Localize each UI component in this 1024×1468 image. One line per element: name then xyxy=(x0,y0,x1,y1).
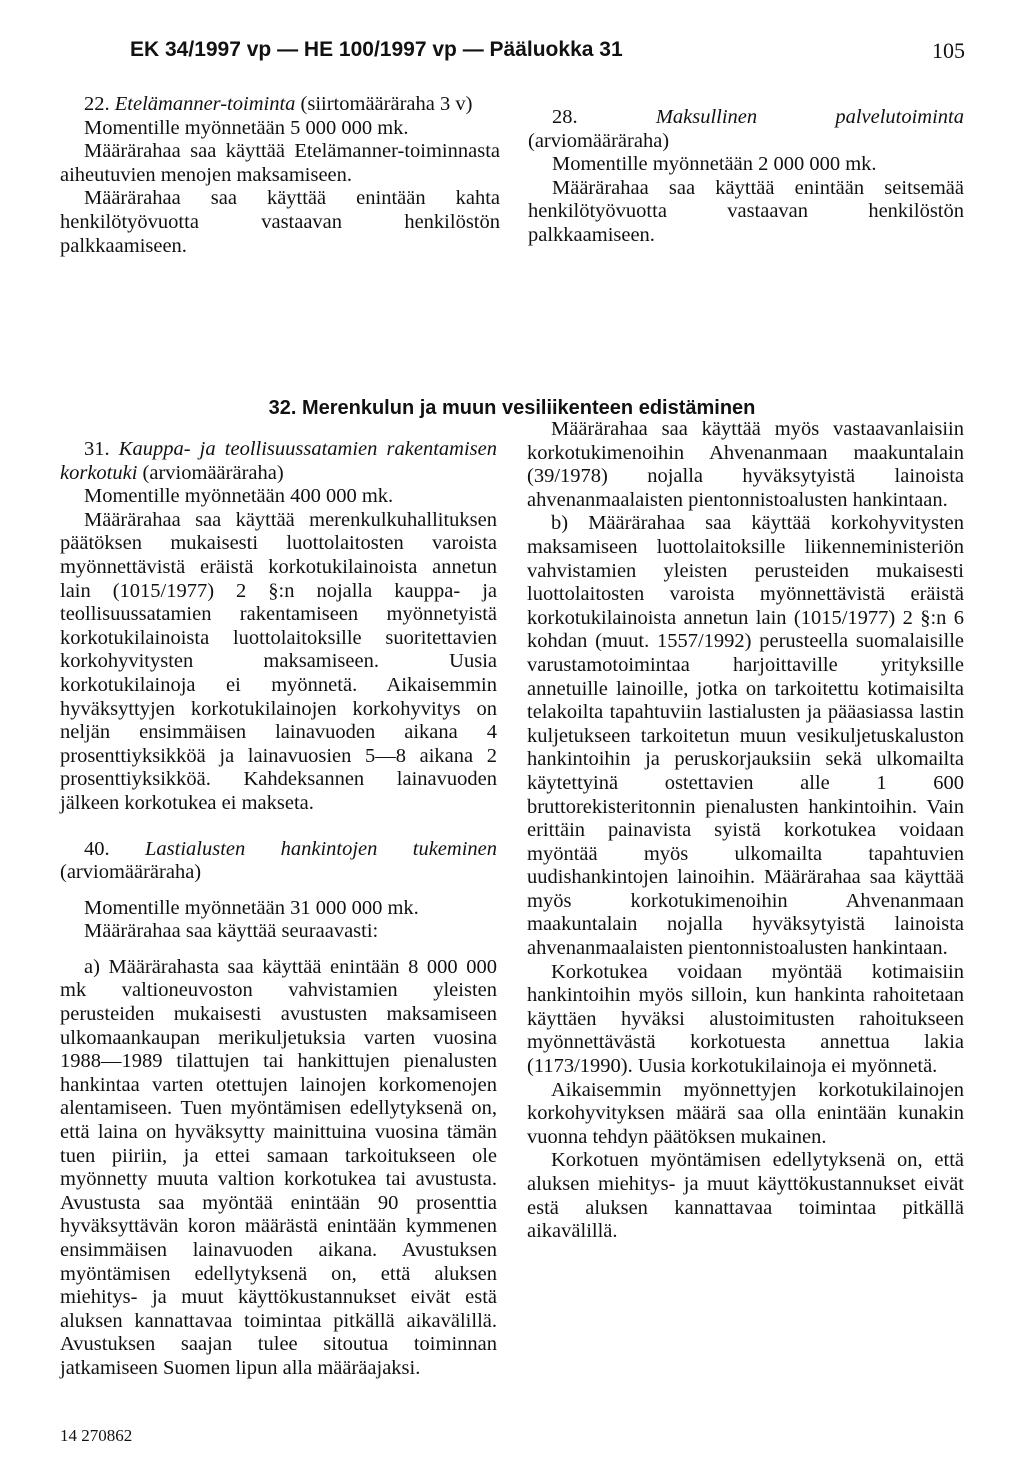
item-31-appropriation: Momentille myönnetään 400 000 mk. xyxy=(84,485,394,508)
print-code: 14 270862 xyxy=(60,1426,133,1445)
right-column xyxy=(527,418,964,1244)
header-title: EK 34/1997 vp — HE 100/1997 vp — Pääluokka 31 xyxy=(130,38,623,61)
item-40-text-domestic: Korkotukea voidaan myöntää kotimaisiin hankintoihin myös silloin, kun hankinta rahoitetaan käyttäen hyväksi alustoimitusten rahoitukseen myönnettävästä korkotuesta annettua lakia (1173/1990). Uusia korkotukilainoja ei myönnetä. xyxy=(527,960,964,1078)
item-31-type: (arviomääräraha) xyxy=(142,461,284,484)
item-40-text-earlier-loans: Aikaisemmin myönnettyjen korkotukilainojen korkohyvityksen määrä saa olla enintään kunakin vuonna tehdyn päätöksen mukainen. xyxy=(527,1078,964,1148)
item-40-number: 40. xyxy=(84,837,110,860)
running-header xyxy=(130,38,965,68)
item-22-title: Etelämanner-toiminta xyxy=(114,93,296,115)
item-28-text-1: Määrärahaa saa käyttää enintään seitsemää henkilötyövuotta vastaavan henkilöstön palkkaamiseen. xyxy=(528,176,964,246)
item-28-title: Maksullinen palvelutoiminta xyxy=(655,106,965,128)
item-28 xyxy=(528,106,964,248)
item-40-heading xyxy=(60,838,497,885)
item-40-usage-intro: Määrärahaa saa käyttää seuraavasti: xyxy=(84,920,379,943)
item-40-appropriation: Momentille myönnetään 31 000 000 mk. xyxy=(84,896,419,919)
item-22-number: 22. xyxy=(84,93,110,115)
item-40-clause-a: a) Määrärahasta saa käyttää enintään 8 000 000 mk valtioneuvoston vahvistamien yleisten perusteiden mukaisesti avustusten maksamiseen ulkomaankaupan merikuljetuksia varten vuosina 1988—1989 tilattujen tai hankittujen pienalusten hankintaa varten otettujen lainojen korkomenojen alentamiseen. Tuen myöntämisen edellytyksenä on, että laina on hyväksytty mainittuina vuosina tämän tuen piiriin, ja ettei samaan tarkoitukseen ole myönnetty muuta valtion korkotukea tai avustusta. Avustusta saa myöntää enintään 90 prosenttia hyväksyttävän koron määrästä enintään kymmenen ensimmäisen lainavuoden aikana. Avustuksen myöntämisen edellytyksenä on, että aluksen miehitys- ja muut käyttökustannukset eivät estä aluksen kannattavaa toimintaa pitkällä aikavälillä. Avustuksen saajan tulee sitoutua toiminnan jatkamiseen Suomen lipun alla määräajaksi. xyxy=(60,955,497,1379)
item-22-heading xyxy=(60,93,500,117)
item-31-title: Kauppa- ja teollisuussatamien rakentamisen korkotuki xyxy=(60,438,497,484)
item-22-text-2: Määrärahaa saa käyttää enintään kahta henkilötyövuotta vastaavan henkilöstön palkkaamiseen. xyxy=(60,187,500,257)
page-number: 105 xyxy=(932,38,965,63)
item-28-heading xyxy=(528,106,964,153)
section-32-heading: 32. Merenkulun ja muun vesiliikenteen edistäminen xyxy=(268,397,756,419)
item-22-type: (siirtomääräraha 3 v) xyxy=(300,93,473,115)
item-22-appropriation: Momentille myönnetään 5 000 000 mk. xyxy=(84,116,409,139)
item-28-appropriation: Momentille myönnetään 2 000 000 mk. xyxy=(552,153,877,176)
item-28-type: (arviomääräraha) xyxy=(528,129,670,152)
left-column xyxy=(60,438,497,1381)
item-40-clause-b: b) Määrärahaa saa käyttää korkohyvitysten maksamiseen luottolaitoksille liikenneministeriön vahvistamien yleisten perusteiden mukaisesti luottolaitosten varoista myönnettävistä eräistä korkotukilainoista annetun lain (1015/1977) 2 §:n 6 kohdan (muut. 1557/1992) perusteella suomalaisille varustamotoimintaa harjoittaville yrityksille annetuille lainoille, jotka on tarkoitettu kotimaisilta telakoilta tapahtuviin lastialusten ja pääasiassa lastin kuljetukseen tarkoitetun muun vesikuljetuskaluston hankintoihin ja peruskorjauksiin sekä ulkomailta käytettyinä ostettavien alle 1 600 bruttorekisteritonnin pienalusten hankintoihin. Vain erittäin painavista syistä korkotukea voidaan myöntää myös ulkomailta tapahtuvien uudishankintojen lainoihin. Määrärahaa saa käyttää myös korkotukimenoihin Ahvenanmaan maakuntalain nojalla hyväksytyistä lainoista ahvenanmaalaisten pientonnistoalusten hankintaan. xyxy=(527,512,964,960)
item-40-clause-a-ahvenanmaa: Määrärahaa saa käyttää myös vastaavanlaisiin korkotukimenoihin Ahvenanmaan maakuntalain (39/1978) nojalla hyväksytyistä lainoista ahvenanmaalaisten pientonnistoalusten hankintaan. xyxy=(527,418,964,511)
item-40-type: (arviomääräraha) xyxy=(60,861,202,884)
item-40-title: Lastialusten hankintojen tukeminen xyxy=(145,837,498,860)
item-31-number: 31. xyxy=(84,438,110,460)
item-22 xyxy=(60,93,500,258)
item-28-number: 28. xyxy=(552,106,578,128)
item-31-heading xyxy=(60,438,497,485)
item-31-text: Määrärahaa saa käyttää merenkulkuhallituksen päätöksen mukaisesti luottolaitosten varoista myönnettävistä eräistä korkotukilainoista annetun lain (1015/1977) 2 §:n nojalla kauppa- ja teollisuussatamien rakentamiseen myönnetyistä korkotukilainoista luottolaitoksille suoritettavien korkohyvitysten maksamiseen. Uusia korkotukilainoja ei myönnetä. Aikaisemmin hyväksyttyjen korkotukilainojen korkohyvitys on neljän ensimmäisen lainavuoden aikana 4 prosenttiyksikköä ja lainavuosien 5—8 aikana 2 prosenttiyksikköä. Kahdeksannen lainavuoden jälkeen korkotukea ei makseta. xyxy=(60,508,497,814)
item-40-text-condition: Korkotuen myöntämisen edellytyksenä on, että aluksen miehitys- ja muut käyttökustannukset eivät estä aluksen kannattavaa toimintaa pitkällä aikavälillä. xyxy=(527,1149,964,1243)
item-22-text-1: Määrärahaa saa käyttää Etelämanner-toiminnasta aiheutuvien menojen maksamiseen. xyxy=(60,140,500,186)
